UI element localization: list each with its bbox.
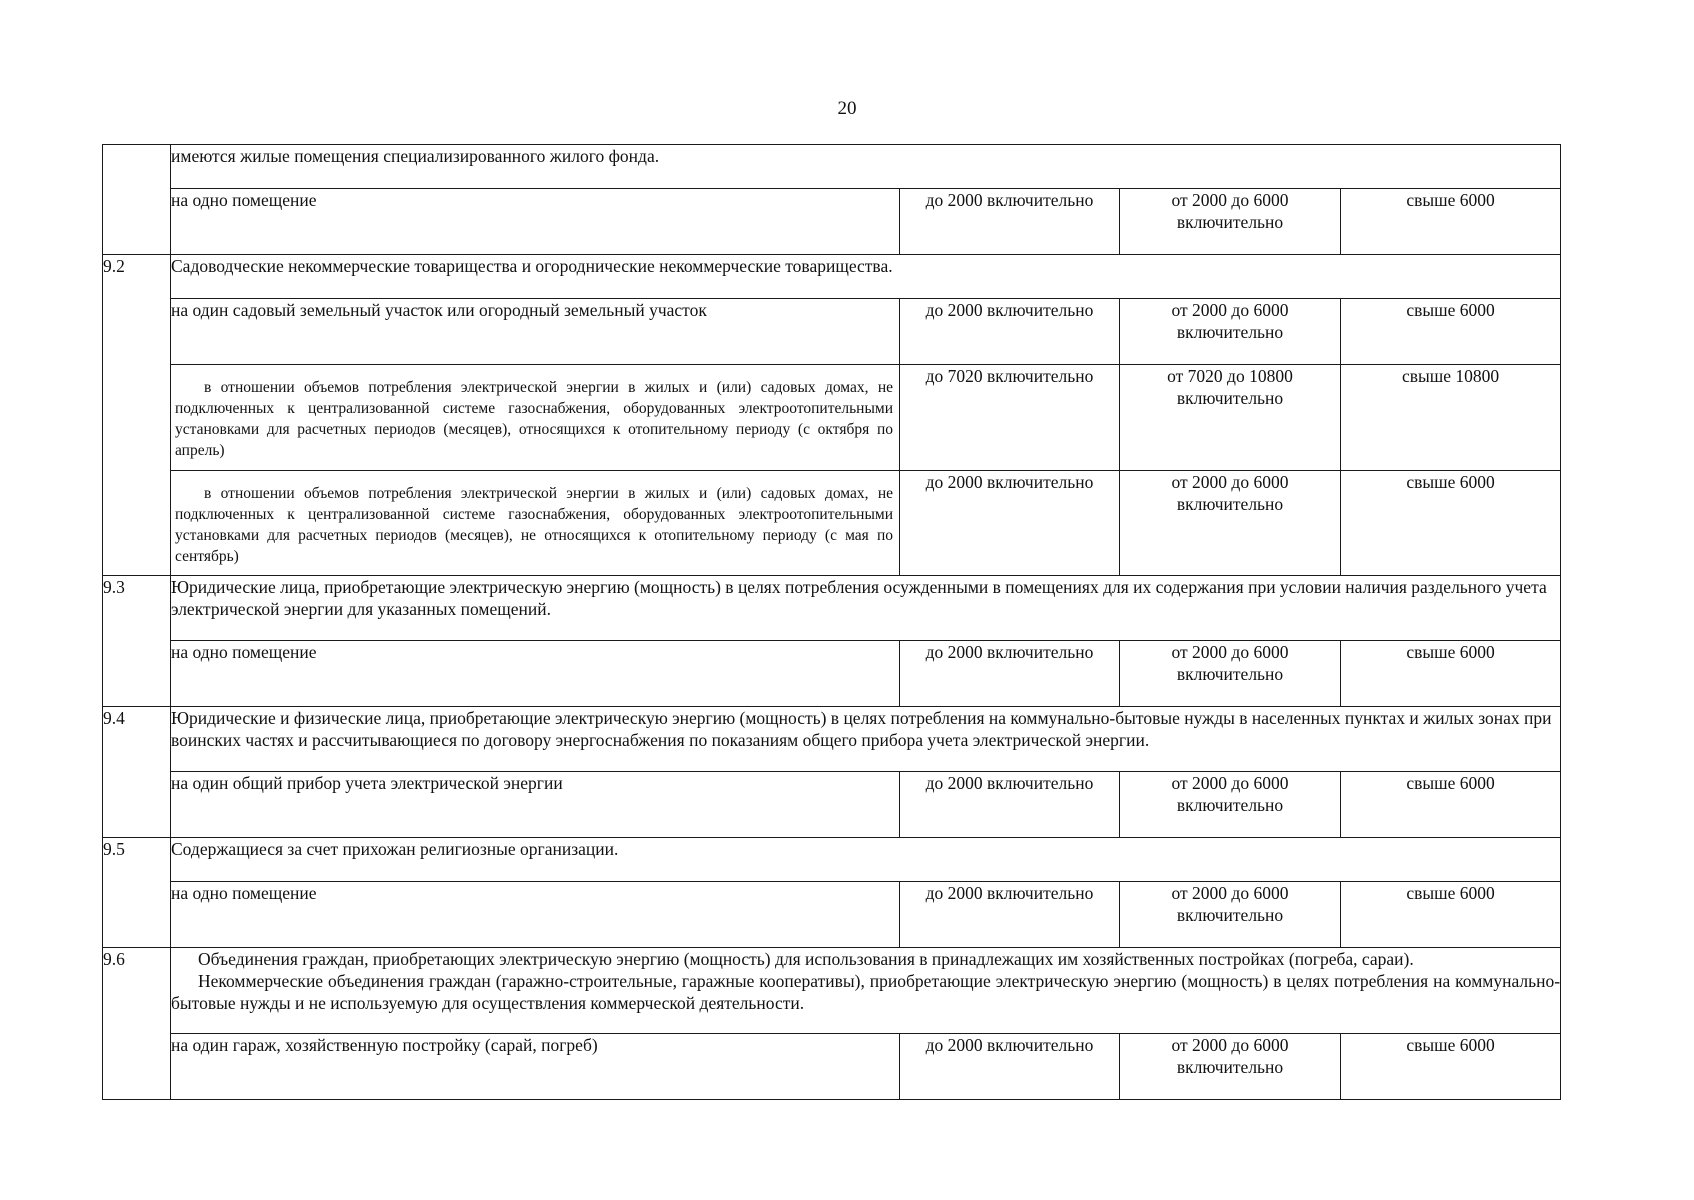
row-description: на один общий прибор учета электрической энергии bbox=[171, 772, 900, 838]
page-number: 20 bbox=[837, 98, 857, 119]
threshold-mid: от 2000 до 6000 включительно bbox=[1120, 1034, 1341, 1100]
table-row bbox=[103, 299, 1561, 365]
row-description-text: в отношении объемов потребления электрической энергии в жилых и (или) садовых домах, не подключенных к централизованной системе газоснабжения, оборудованных электроотопительными установками для расчетных периодов (месяцев), относящихся к отопительному периоду (с октября по апрель) bbox=[175, 379, 893, 459]
section-heading-paragraph: Некоммерческие объединения граждан (гаражно-строительные, гаражные кооперативы), приобретающие электрическую энергию (мощность) в целях потребления на коммунально-бытовые нужды и не используемую для осуществления коммерческой деятельности. bbox=[171, 971, 1561, 1013]
threshold-high: свыше 10800 bbox=[1341, 365, 1561, 471]
section-heading: Юридические лица, приобретающие электрическую энергию (мощность) в целях потребления осужденными в помещениях для их содержания при условии наличия раздельного учета электрической энергии для указанных помещений. bbox=[171, 576, 1561, 641]
row-description: на одно помещение bbox=[171, 641, 900, 707]
threshold-low: до 2000 включительно bbox=[900, 189, 1120, 255]
threshold-high: свыше 6000 bbox=[1341, 772, 1561, 838]
section-heading bbox=[171, 948, 1561, 1034]
section-heading: Садоводческие некоммерческие товарищества и огороднические некоммерческие товарищества. bbox=[171, 255, 1561, 299]
table-row bbox=[103, 365, 1561, 471]
section-number-cell: 9.4 bbox=[103, 707, 171, 838]
table-row bbox=[103, 707, 1561, 772]
row-description bbox=[171, 471, 900, 576]
section-heading: Юридические и физические лица, приобретающие электрическую энергию (мощность) в целях потребления на коммунально-бытовые нужды в населенных пунктах и жилых зонах при воинских частях и рассчитывающиеся по договору энергоснабжения по показаниям общего прибора учета электрической энергии. bbox=[171, 707, 1561, 772]
table-row bbox=[103, 772, 1561, 838]
section-heading: имеются жилые помещения специализированного жилого фонда. bbox=[171, 145, 1561, 189]
threshold-high: свыше 6000 bbox=[1341, 641, 1561, 707]
row-description: на один садовый земельный участок или огородный земельный участок bbox=[171, 299, 900, 365]
threshold-high: свыше 6000 bbox=[1341, 189, 1561, 255]
threshold-low: до 2000 включительно bbox=[900, 641, 1120, 707]
section-number-cell: 9.2 bbox=[103, 255, 171, 576]
threshold-low: до 2000 включительно bbox=[900, 772, 1120, 838]
table-row bbox=[103, 145, 1561, 189]
threshold-low: до 2000 включительно bbox=[900, 299, 1120, 365]
threshold-mid: от 7020 до 10800 включительно bbox=[1120, 365, 1341, 471]
table-row bbox=[103, 882, 1561, 948]
section-number-cell: 9.6 bbox=[103, 948, 171, 1100]
threshold-mid: от 2000 до 6000 включительно bbox=[1120, 882, 1341, 948]
threshold-mid: от 2000 до 6000 включительно bbox=[1120, 772, 1341, 838]
row-description: на одно помещение bbox=[171, 189, 900, 255]
tariff-threshold-table bbox=[102, 144, 1561, 1100]
table-row bbox=[103, 255, 1561, 299]
section-number-cell: 9.5 bbox=[103, 838, 171, 948]
row-description-text: в отношении объемов потребления электрической энергии в жилых и (или) садовых домах, не подключенных к централизованной системе газоснабжения, оборудованных электроотопительными установками для расчетных периодов (месяцев), не относящихся к отопительному периоду (с мая по сентябрь) bbox=[175, 485, 893, 565]
threshold-high: свыше 6000 bbox=[1341, 299, 1561, 365]
section-heading: Содержащиеся за счет прихожан религиозные организации. bbox=[171, 838, 1561, 882]
threshold-low: до 2000 включительно bbox=[900, 471, 1120, 576]
table-row bbox=[103, 1034, 1561, 1100]
threshold-high: свыше 6000 bbox=[1341, 882, 1561, 948]
threshold-low: до 2000 включительно bbox=[900, 1034, 1120, 1100]
threshold-high: свыше 6000 bbox=[1341, 471, 1561, 576]
table-row bbox=[103, 471, 1561, 576]
threshold-mid: от 2000 до 6000 включительно bbox=[1120, 471, 1341, 576]
threshold-low: до 2000 включительно bbox=[900, 882, 1120, 948]
row-description: на один гараж, хозяйственную постройку (сарай, погреб) bbox=[171, 1034, 900, 1100]
threshold-high: свыше 6000 bbox=[1341, 1034, 1561, 1100]
threshold-mid: от 2000 до 6000 включительно bbox=[1120, 641, 1341, 707]
section-number-cell bbox=[103, 145, 171, 255]
threshold-mid: от 2000 до 6000 включительно bbox=[1120, 299, 1341, 365]
table-row bbox=[103, 641, 1561, 707]
row-description: на одно помещение bbox=[171, 882, 900, 948]
row-description bbox=[171, 365, 900, 471]
table-row bbox=[103, 189, 1561, 255]
threshold-mid: от 2000 до 6000 включительно bbox=[1120, 189, 1341, 255]
table-row bbox=[103, 838, 1561, 882]
table-row bbox=[103, 948, 1561, 1034]
threshold-low: до 7020 включительно bbox=[900, 365, 1120, 471]
section-number-cell: 9.3 bbox=[103, 576, 171, 707]
table-row bbox=[103, 576, 1561, 641]
section-heading-paragraph: Объединения граждан, приобретающих электрическую энергию (мощность) для использования в принадлежащих им хозяйственных постройках (погреба, сараи). bbox=[198, 949, 1414, 969]
